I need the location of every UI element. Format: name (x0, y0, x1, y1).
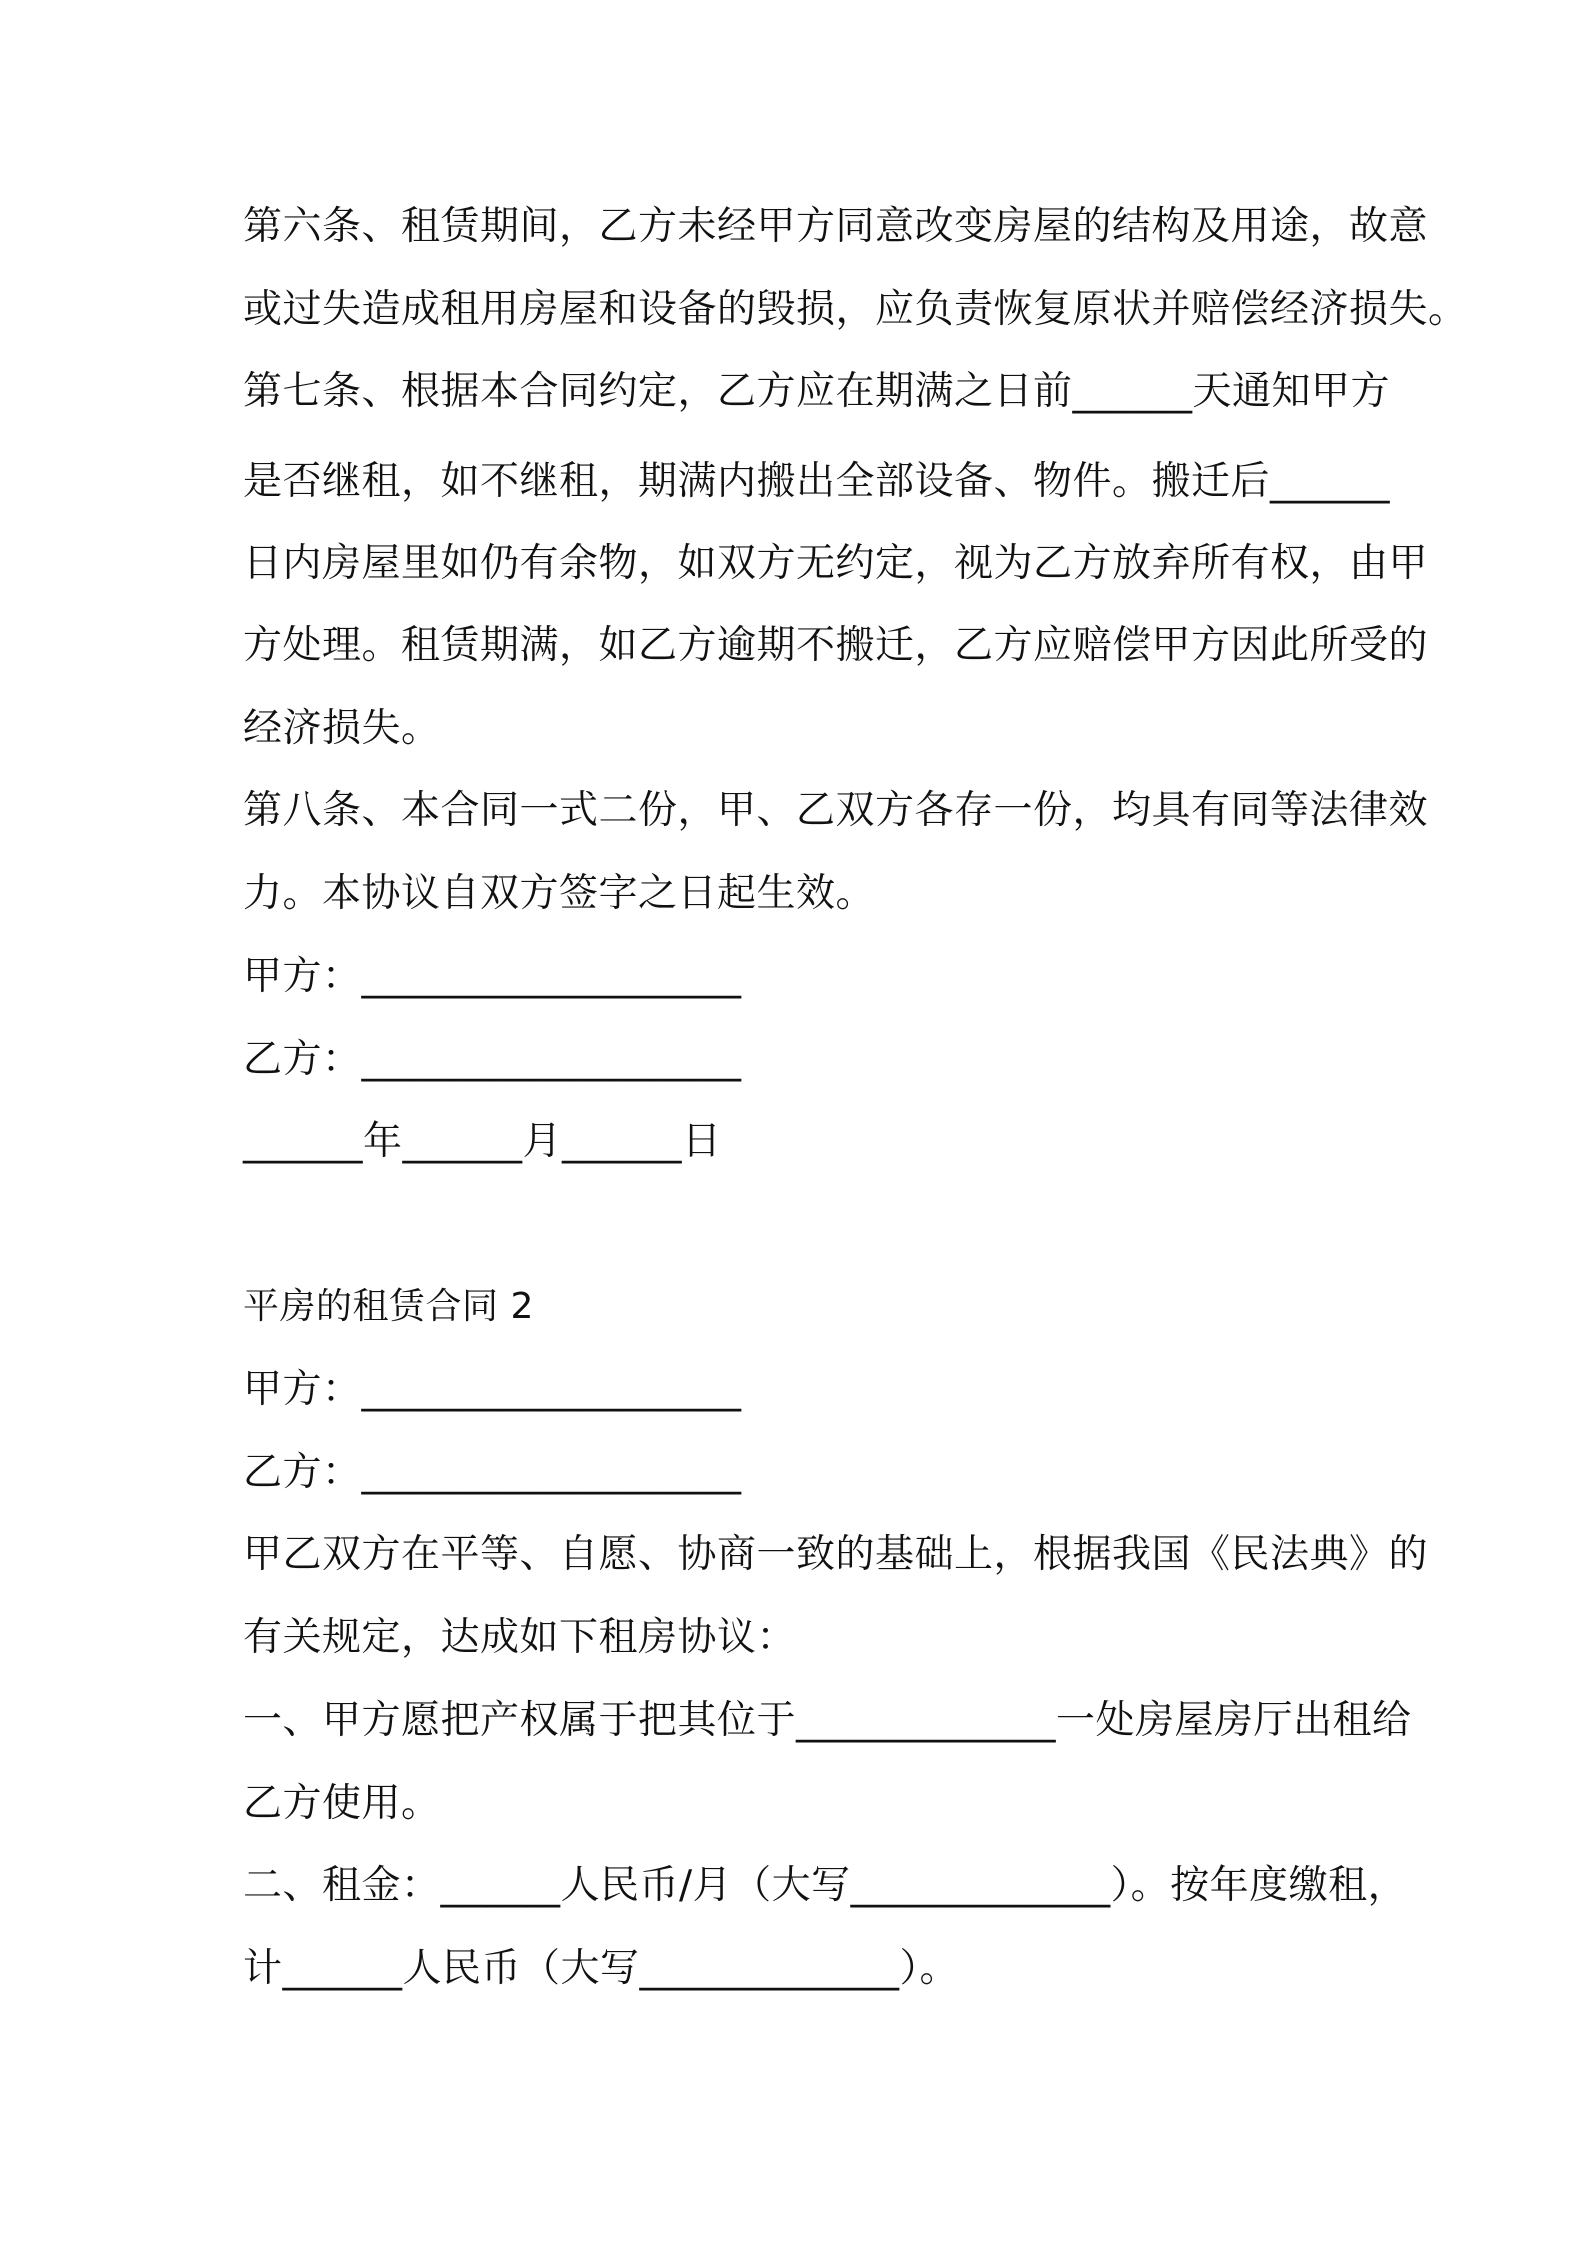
contract-2-party-b-line: 乙方：___________________ (243, 1450, 742, 1495)
clause-6-line-1: 第六条、租赁期间，乙方未经甲方同意改变房屋的结构及用途，故意 (243, 204, 1429, 249)
clause-8-line-1: 第八条、本合同一式二份，甲、乙双方各存一份，均具有同等法律效 (243, 788, 1429, 833)
preamble-line-2: 有关规定，达成如下租房协议： (243, 1615, 797, 1660)
item-2-line-2: 计______人民币（大写_____________）。 (243, 1946, 960, 1991)
clause-7-line-3: 日内房屋里如仍有余物，如双方无约定，视为乙方放弃所有权，由甲 (243, 541, 1429, 586)
item-1-line-1: 一、甲方愿把产权属于把其位于_____________一处房屋房厅出租给 (243, 1698, 1412, 1743)
contract-2-title: 平房的租赁合同 2 (243, 1286, 534, 1327)
item-1-line-2: 乙方使用。 (243, 1781, 441, 1826)
party-a-signature-line: 甲方：___________________ (243, 954, 742, 999)
clause-7-line-2: 是否继租，如不继租，期满内搬出全部设备、物件。搬迁后______ (243, 459, 1391, 504)
clause-8-line-2: 力。本协议自双方签字之日起生效。 (243, 871, 876, 916)
preamble-line-1: 甲乙双方在平等、自愿、协商一致的基础上，根据我国《民法典》的 (243, 1532, 1429, 1577)
item-2-line-1: 二、租金：______人民币/月（大写_____________）。按年度缴租， (243, 1863, 1408, 1908)
clause-6-line-2: 或过失造成租用房屋和设备的毁损，应负责恢复原状并赔偿经济损失。 (243, 287, 1468, 332)
contract-2-party-a-line: 甲方：___________________ (243, 1367, 742, 1412)
clause-7-line-1: 第七条、根据本合同约定，乙方应在期满之日前______天通知甲方 (243, 369, 1391, 414)
date-line: ______年______月______日 (243, 1119, 722, 1164)
party-b-signature-line: 乙方：___________________ (243, 1037, 742, 1082)
clause-7-line-4: 方处理。租赁期满，如乙方逾期不搬迁，乙方应赔偿甲方因此所受的 (243, 623, 1429, 668)
clause-7-line-5: 经济损失。 (243, 706, 441, 751)
